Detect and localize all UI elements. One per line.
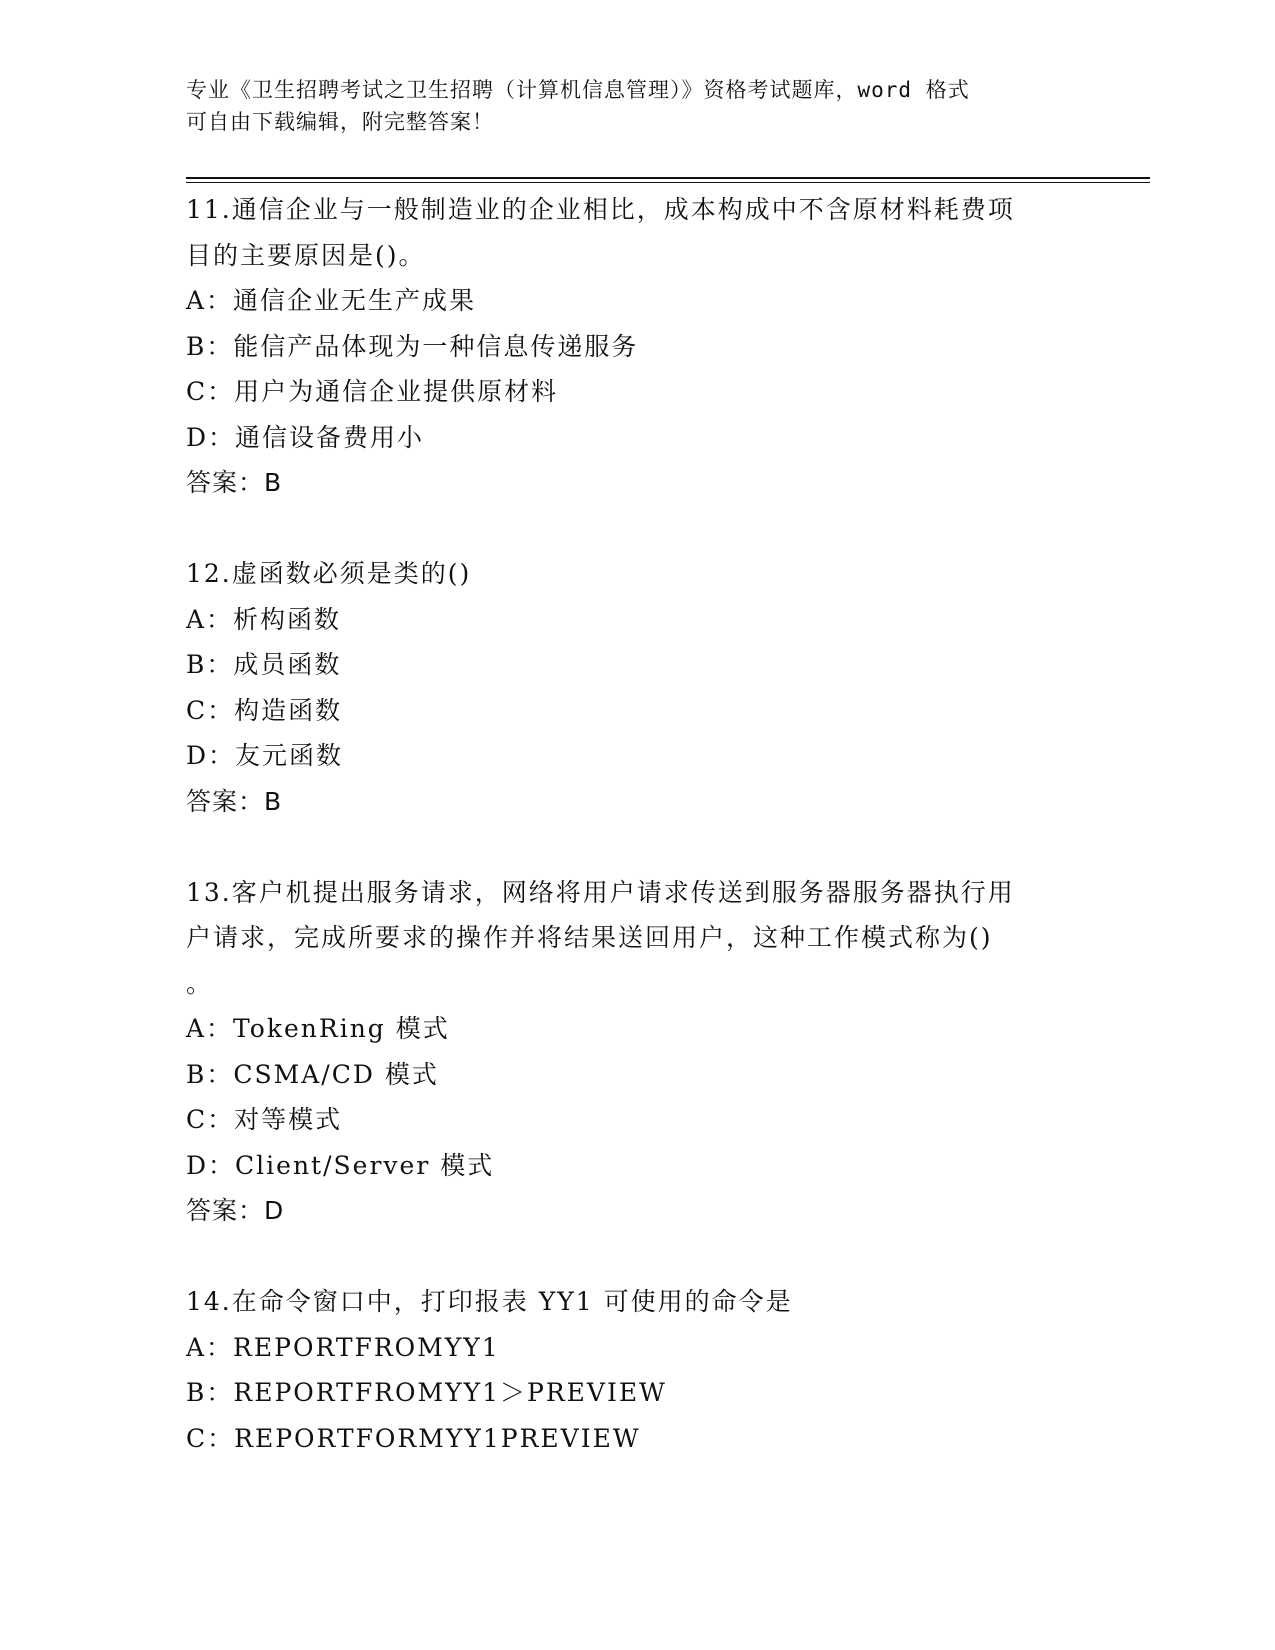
spacer	[186, 1234, 1086, 1280]
option-b: B：CSMA/CD 模式	[186, 1059, 439, 1089]
option-c: C：REPORTFORMYY1PREVIEW	[186, 1423, 641, 1453]
option-a: A：REPORTFROMYY1	[186, 1332, 500, 1362]
question-14	[186, 1279, 1086, 1461]
header-divider-thin	[186, 182, 1150, 183]
header-line-2: 可自由下载编辑，附完整答案！	[186, 110, 494, 134]
answer: 答案：B	[186, 468, 283, 497]
option-c: C：对等模式	[186, 1105, 343, 1134]
question-stem: 户请求，完成所要求的操作并将结果送回用户，这种工作模式称为()	[186, 923, 993, 952]
question-11	[186, 187, 1086, 506]
document-header	[186, 74, 1086, 138]
option-a: A：TokenRing 模式	[186, 1014, 450, 1043]
question-stem: 目的主要原因是()。	[186, 240, 426, 270]
question-12	[186, 551, 1086, 824]
option-b: B：能信产品体现为一种信息传递服务	[186, 331, 639, 361]
question-list	[186, 187, 1086, 1461]
option-c: C：用户为通信企业提供原材料	[186, 377, 559, 406]
option-d: D：通信设备费用小	[186, 422, 425, 452]
option-c: C：构造函数	[186, 695, 343, 725]
header-line-1: 专业《卫生招聘考试之卫生招聘（计算机信息管理）》资格考试题库，word 格式	[186, 78, 970, 102]
spacer	[186, 506, 1086, 552]
question-stem: 11.通信企业与一般制造业的企业相比，成本构成中不含原材料耗费项	[186, 195, 1015, 224]
spacer	[186, 824, 1086, 870]
question-stem: 14.在命令窗口中，打印报表 YY1 可使用的命令是	[186, 1287, 793, 1316]
option-a: A：通信企业无生产成果	[186, 286, 477, 315]
header-divider-thick	[186, 177, 1150, 179]
option-d: D：友元函数	[186, 741, 344, 770]
question-13	[186, 870, 1086, 1234]
question-stem: 13.客户机提出服务请求，网络将用户请求传送到服务器服务器执行用	[186, 877, 1015, 907]
answer: 答案：B	[186, 786, 283, 816]
option-b: B：成员函数	[186, 650, 342, 679]
option-b: B：REPORTFROMYY1＞PREVIEW	[186, 1378, 667, 1407]
answer: 答案：D	[186, 1196, 285, 1225]
question-stem: 12.虚函数必须是类的()	[186, 559, 472, 588]
option-a: A：析构函数	[186, 604, 342, 634]
option-d: D：Client/Server 模式	[186, 1150, 495, 1180]
question-stem: 。	[186, 968, 214, 998]
